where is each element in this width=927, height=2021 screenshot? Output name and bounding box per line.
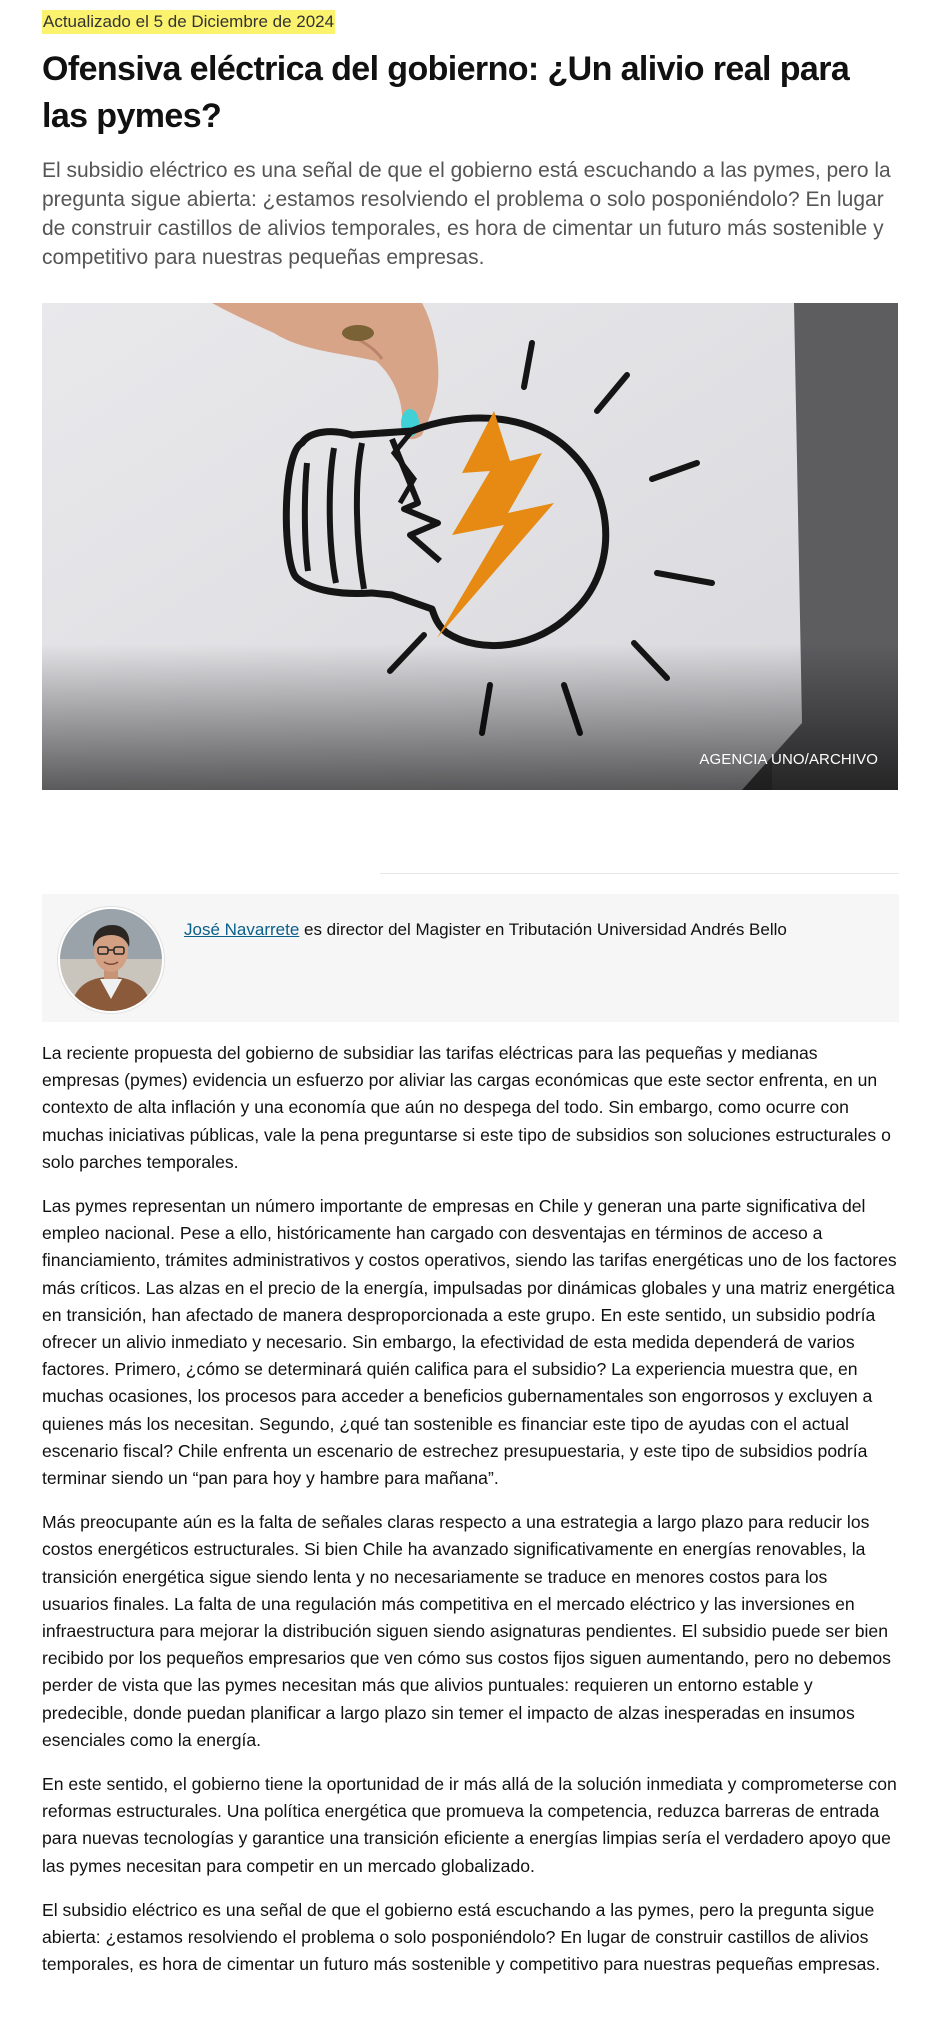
article-title: Ofensiva eléctrica del gobierno: ¿Un alivio real para las pymes? xyxy=(42,50,850,135)
divider xyxy=(380,873,899,874)
author-bio xyxy=(184,918,884,942)
article-image[interactable] xyxy=(42,303,898,790)
article-body xyxy=(42,1040,897,1996)
lightbulb-illustration xyxy=(42,303,898,790)
author-bio-text: es director del Magister en Tributación Universidad Andrés Bello xyxy=(299,920,787,939)
body-paragraph: Más preocupante aún es la falta de señales claras respecto a una estrategia a largo plazo para reducir los costos energéticos estructurales. Si bien Chile ha avanzado significativamente en energías renovables, la transición energética sigue siendo lenta y no necesariamente se traduce en menores costos para los usuarios finales. La falta de una regulación más competitiva en el mercado eléctrico y las inversiones en infraestructura para mejorar la distribución siguen siendo asignaturas pendientes. El subsidio puede ser bien recibido por los pequeños empresarios que ven cómo sus costos fijos siguen aumentando, pero no debemos perder de vista que las pymes necesitan más que alivios puntuales: requieren un entorno estable y predecible, donde puedan planificar a largo plazo sin temer el impacto de alzas inesperadas en insumos esenciales como la energía. xyxy=(42,1512,891,1750)
author-avatar[interactable] xyxy=(58,907,164,1013)
article-subtitle: El subsidio eléctrico es una señal de que el gobierno está escuchando a las pymes, pero la pregunta sigue abierta: ¿estamos resolviendo el problema o solo posponiéndolo? En lugar de construir castillos de alivios temporales, es hora de cimentar un futuro más sostenible y competitivo para nuestras pequeñas empresas. xyxy=(42,159,891,269)
body-paragraph: Las pymes representan un número importante de empresas en Chile y generan una parte significativa del empleo nacional. Pese a ello, históricamente han cargado con desventajas en términos de acceso a financiamiento, trámites administrativos y costos operativos, siendo las tarifas energéticas uno de los factores más críticos. Las alzas en el precio de la energía, impulsadas por dinámicas globales y una matriz energética en transición, han afectado de manera desproporcionada a este grupo. En este sentido, un subsidio podría ofrecer un alivio inmediato y necesario. Sin embargo, la efectividad de esta medida dependerá de varios factores. Primero, ¿cómo se determinará quién califica para el subsidio? La experiencia muestra que, en muchas ocasiones, los procesos para acceder a beneficios gubernamentales son engorrosos y excluyen a quienes más los necesitan. Segundo, ¿qué tan sostenible es financiar este tipo de ayudas con el actual escenario fiscal? Chile enfrenta un escenario de estrechez presupuestaria, y este tipo de subsidios podría terminar siendo un “pan para hoy y hambre para mañana”. xyxy=(42,1196,897,1489)
author-box xyxy=(42,894,899,1022)
body-paragraph: La reciente propuesta del gobierno de subsidiar las tarifas eléctricas para las pequeñas y medianas empresas (pymes) evidencia un esfuerzo por aliviar las cargas económicas que este sector enfrenta, en un contexto de alta inflación y una economía que aún no despega del todo. Sin embargo, como ocurre con muchas iniciativas públicas, vale la pena preguntarse si este tipo de subsidios son soluciones estructurales o solo parches temporales. xyxy=(42,1043,891,1172)
author-portrait-icon xyxy=(60,909,162,1011)
body-paragraph: En este sentido, el gobierno tiene la oportunidad de ir más allá de la solución inmediata y comprometerse con reformas estructurales. Una política energética que promueva la competencia, reduzca barreras de entrada para nuevas tecnologías y garantice una transición eficiente a energías limpias sería el verdadero apoyo que las pymes necesitan para competir en un mercado globalizado. xyxy=(42,1774,897,1876)
image-credit: AGENCIA UNO/ARCHIVO xyxy=(699,751,878,768)
body-paragraph: El subsidio eléctrico es una señal de que el gobierno está escuchando a las pymes, pero la pregunta sigue abierta: ¿estamos resolviendo el problema o solo posponiéndolo? En lugar de construir castillos de alivios temporales, es hora de cimentar un futuro más sostenible y competitivo para nuestras pequeñas empresas. xyxy=(42,1899,881,1975)
author-name-link[interactable]: José Navarrete xyxy=(184,920,300,939)
updated-date: Actualizado el 5 de Diciembre de 2024 xyxy=(42,10,335,34)
